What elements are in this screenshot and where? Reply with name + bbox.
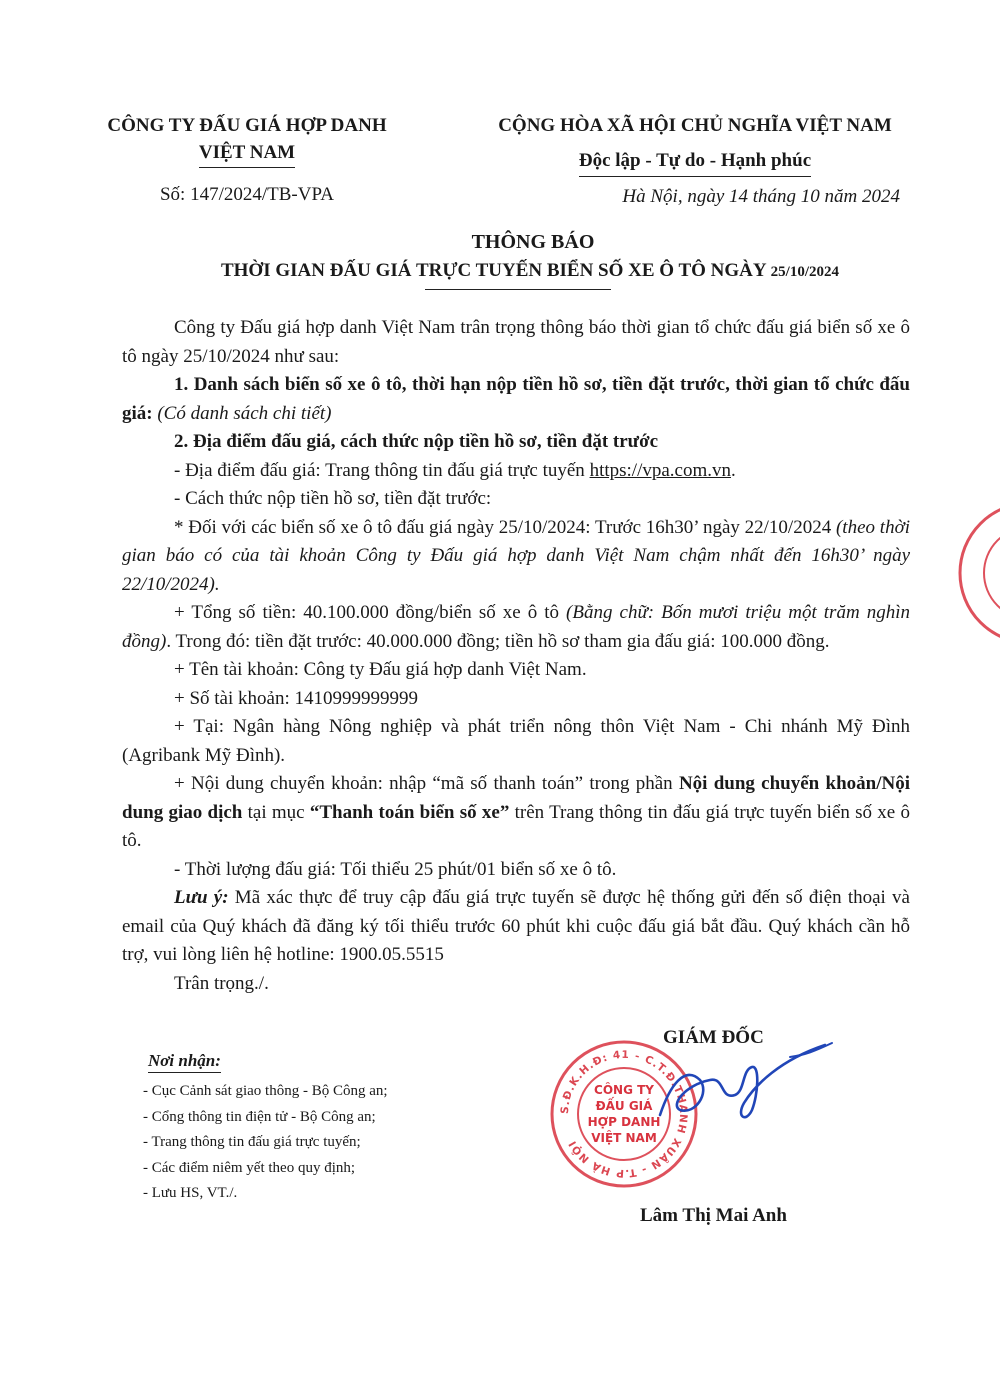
payment-deadline <box>122 514 910 600</box>
recipient-item: - Lưu HS, VT./. <box>143 1185 238 1201</box>
account-number: + Số tài khoản: 1410999999999 <box>174 687 418 709</box>
total-in-words: (Bằng chữ: Bốn mươi triệu một trăm nghìn đồng) <box>122 602 910 652</box>
stamp-line-4: VIỆT NAM <box>591 1131 657 1145</box>
subtitle-main: THỜI GIAN ĐẤU GIÁ TRỰC TUYẾN BIỂN SỐ XE Ô TÔ NGÀY <box>220 260 771 281</box>
handwritten-signature <box>640 1025 840 1135</box>
section-1-note: (Có danh sách chi tiết) <box>152 402 332 424</box>
transfer-field-name: Nội dung chuyển khoản/Nội dung giao dịch <box>122 773 911 823</box>
section-2 <box>122 428 910 457</box>
closing-line: Trân trọng./. <box>174 972 269 994</box>
national-header <box>470 112 920 177</box>
total-text: + Tổng số tiền: 40.100.000 đồng/biển số xe ô tô <box>174 602 560 623</box>
section-1-heading: 1. Danh sách biển số xe ô tô, thời hạn nộp tiền hồ sơ, tiền đặt trước, thời gian tổ chức đấu giá: <box>122 374 910 424</box>
document-number: Số: 147/2024/TB-VPA <box>159 184 335 205</box>
stamp-ring-text: S.Đ.K.H.Đ: 41 - C.T.Đ.THANH XUÂN - T.P HÀ NỘI <box>558 1048 690 1180</box>
place-and-date: Hà Nội, ngày 14 tháng 10 năm 2024 <box>622 186 900 207</box>
note-text: Mã xác thực để truy cập đấu giá trực tuyến sẽ được hệ thống gửi đến số điện thoại và email của Quý khách đã đăng ký tối thiểu trước 60 phút khi cuộc đấu giá bắt đầu. Quý khách cần hỗ trợ, vui lòng liên hệ hotline: 1900.05.5515 <box>122 887 910 965</box>
bank-info: + Tại: Ngân hàng Nông nghiệp và phát triển nông thôn Việt Nam - Chi nhánh Mỹ Đình (Agribank Mỹ Đình). <box>122 716 910 766</box>
intro-paragraph: Công ty Đấu giá hợp danh Việt Nam trân trọng thông báo thời gian tổ chức đấu giá biển số xe ô tô ngày 25/10/2024 như sau: <box>122 317 910 367</box>
payment-method: - Cách thức nộp tiền hồ sơ, tiền đặt trước: <box>174 488 492 509</box>
recipients-list <box>143 1079 388 1207</box>
note-paragraph <box>122 884 910 970</box>
signer-name: Lâm Thị Mai Anh <box>640 1205 787 1226</box>
edge-stamp-fragment <box>958 498 1000 648</box>
account-name: + Tên tài khoản: Công ty Đấu giá hợp danh Việt Nam. <box>174 659 587 680</box>
auction-location <box>122 457 910 486</box>
transfer-text-3: trên Trang thông tin đấu giá trực tuyến biển số xe ô tô. <box>122 801 910 851</box>
transfer-text-2: tại mục <box>242 801 310 823</box>
recipient-item: - Cục Cảnh sát giao thông - Bộ Công an; <box>143 1083 388 1099</box>
signer-position: GIÁM ĐỐC <box>663 1027 764 1048</box>
stamp-line-2: ĐẤU GIÁ <box>595 1099 653 1113</box>
recipient-item: - Trang thông tin đấu giá trực tuyến; <box>143 1134 361 1150</box>
recipients-title: Nơi nhận: <box>148 1051 221 1073</box>
total-amount <box>122 599 910 656</box>
document-title: THÔNG BÁO <box>471 231 595 253</box>
recipient-item: - Các điểm niêm yết theo quy định; <box>143 1159 356 1176</box>
transfer-content <box>122 770 910 856</box>
transfer-section-name: “Thanh toán biển số xe” <box>309 801 510 823</box>
deadline-note: (theo thời gian báo có của tài khoản Công ty Đấu giá hợp danh Việt Nam chậm nhất đến 16h30’ ngày 22/10/2024). <box>122 516 910 595</box>
note-label: Lưu ý: <box>174 887 229 908</box>
recipient-item: - Cổng thông tin điện tử - Bộ Công an; <box>143 1108 376 1125</box>
nation-name: CỘNG HÒA XÃ HỘI CHỦ NGHĨA VIỆT NAM <box>498 115 892 136</box>
document-subtitle <box>90 260 970 282</box>
organization-name-line1: CÔNG TY ĐẤU GIÁ HỢP DANH <box>107 115 387 136</box>
national-motto: Độc lập - Tự do - Hạnh phúc <box>579 147 811 177</box>
deadline-text: * Đối với các biển số xe ô tô đấu giá ngày 25/10/2024: Trước 16h30’ ngày 22/10/2024 <box>174 516 832 538</box>
organization-header <box>82 112 412 168</box>
section-2-heading: 2. Địa điểm đấu giá, cách thức nộp tiền hồ sơ, tiền đặt trước <box>174 431 659 452</box>
stamp-line-3: HỢP DANH <box>587 1115 661 1129</box>
document-body <box>122 314 910 998</box>
organization-name-line2: VIỆT NAM <box>199 139 295 168</box>
subtitle-date: 25/10/2024 <box>770 264 840 280</box>
section-1 <box>122 371 910 428</box>
location-label: - Địa điểm đấu giá: Trang thông tin đấu giá trực tuyến <box>174 459 590 481</box>
auction-website-link[interactable]: https://vpa.com.vn <box>589 459 731 481</box>
transfer-text-1: + Nội dung chuyển khoản: nhập “mã số thanh toán” trong phần <box>174 773 679 794</box>
title-underline <box>425 289 611 290</box>
total-breakdown: . Trong đó: tiền đặt trước: 40.000.000 đồng; tiền hồ sơ tham gia đấu giá: 100.000 đồng. <box>166 630 830 652</box>
auction-duration: - Thời lượng đấu giá: Tối thiểu 25 phút/01 biển số xe ô tô. <box>174 858 617 880</box>
location-suffix: . <box>731 459 736 481</box>
stamp-line-1: CÔNG TY <box>594 1083 654 1097</box>
